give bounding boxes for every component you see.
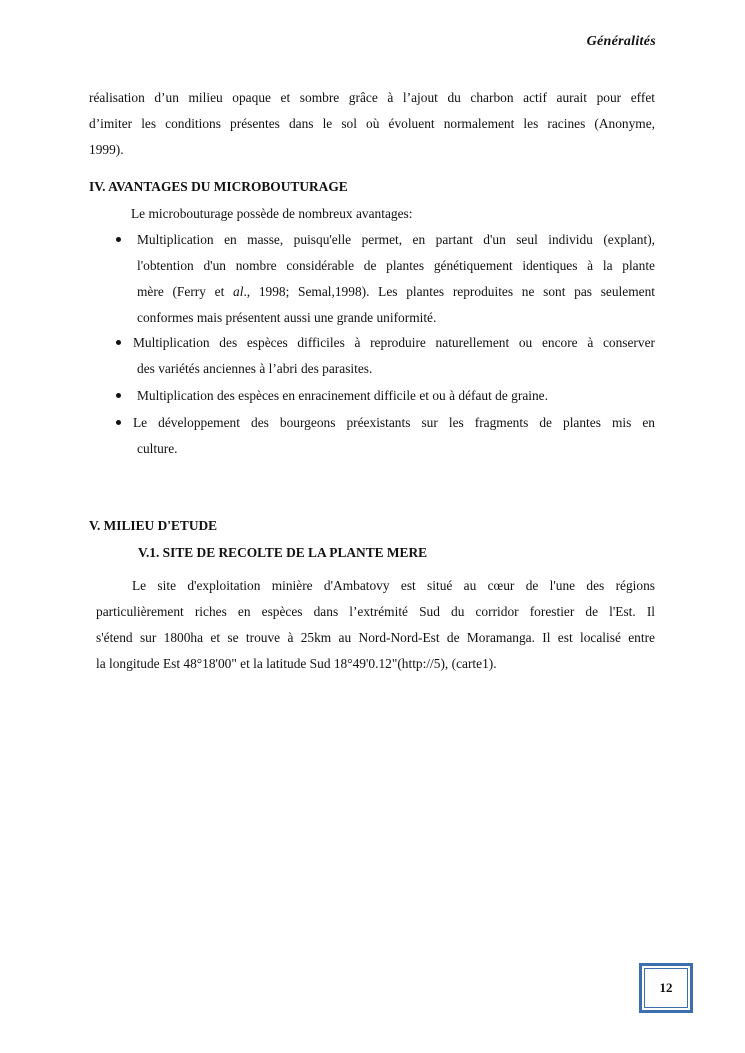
bullet-item <box>133 330 655 382</box>
text-line: Multiplication des espèces difficiles à reproduire naturellement ou encore à conserver <box>133 335 655 350</box>
intro-paragraph <box>89 85 655 163</box>
subsection-heading: V.1. SITE DE RECOLTE DE LA PLANTE MERE <box>138 545 428 560</box>
text-line: Multiplication en masse, puisqu'elle permet, en partant d'un seul individu (explant), <box>137 232 655 247</box>
bullet-dot <box>116 393 121 398</box>
bullet-dot <box>116 420 121 425</box>
text-line: 1999). <box>89 142 124 157</box>
text-line: réalisation d’un milieu opaque et sombre grâce à l’ajout du charbon actif aurait pour effet <box>89 90 655 105</box>
section-lead: Le microbouturage possède de nombreux avantages: <box>131 206 413 221</box>
text-line: Le site d'exploitation minière d'Ambatovy est situé au cœur de l'une des régions <box>132 578 655 593</box>
text-line: d’imiter les conditions présentes dans le sol où évoluent normalement les racines (Anonyme, <box>89 116 655 131</box>
page-header: Généralités <box>586 34 656 49</box>
page-number-box <box>639 963 693 1013</box>
text-line: Le développement des bourgeons préexistants sur les fragments de plantes mis en <box>133 415 655 430</box>
text-line: la longitude Est 48°18'00" et la latitude Sud 18°49'0.12"(http://5), (carte1). <box>96 656 497 671</box>
text-line: mère (Ferry et al., 1998; Semal,1998). Les plantes reproduites ne sont pas seulement <box>137 284 655 299</box>
text-line: s'étend sur 1800ha et se trouve à 25km au Nord-Nord-Est de Moramanga. Il est localisé entre <box>96 630 655 645</box>
text-line: particulièrement riches en espèces dans l’extrémité Sud du corridor forestier de l'Est. Il <box>96 604 655 619</box>
text-line: conformes mais présentent aussi une grande uniformité. <box>137 310 437 325</box>
text-line: l'obtention d'un nombre considérable de plantes génétiquement identiques à la plante <box>137 258 655 273</box>
text-line: culture. <box>137 441 178 456</box>
site-paragraph <box>96 573 655 677</box>
bullet-dot <box>116 237 121 242</box>
section-heading: IV. AVANTAGES DU MICROBOUTURAGE <box>89 179 348 194</box>
bullet-item <box>137 227 655 331</box>
italic-fragment: al <box>233 284 244 299</box>
bullet-item <box>137 383 655 409</box>
section-heading: V. MILIEU D'ETUDE <box>89 518 218 533</box>
bullet-item <box>133 410 655 462</box>
text-line: Multiplication des espèces en enracinement difficile et ou à défaut de graine. <box>137 388 548 403</box>
text-line: des variétés anciennes à l’abri des parasites. <box>137 361 373 376</box>
bullet-dot <box>116 340 121 345</box>
page-number: 12 <box>644 968 688 1008</box>
